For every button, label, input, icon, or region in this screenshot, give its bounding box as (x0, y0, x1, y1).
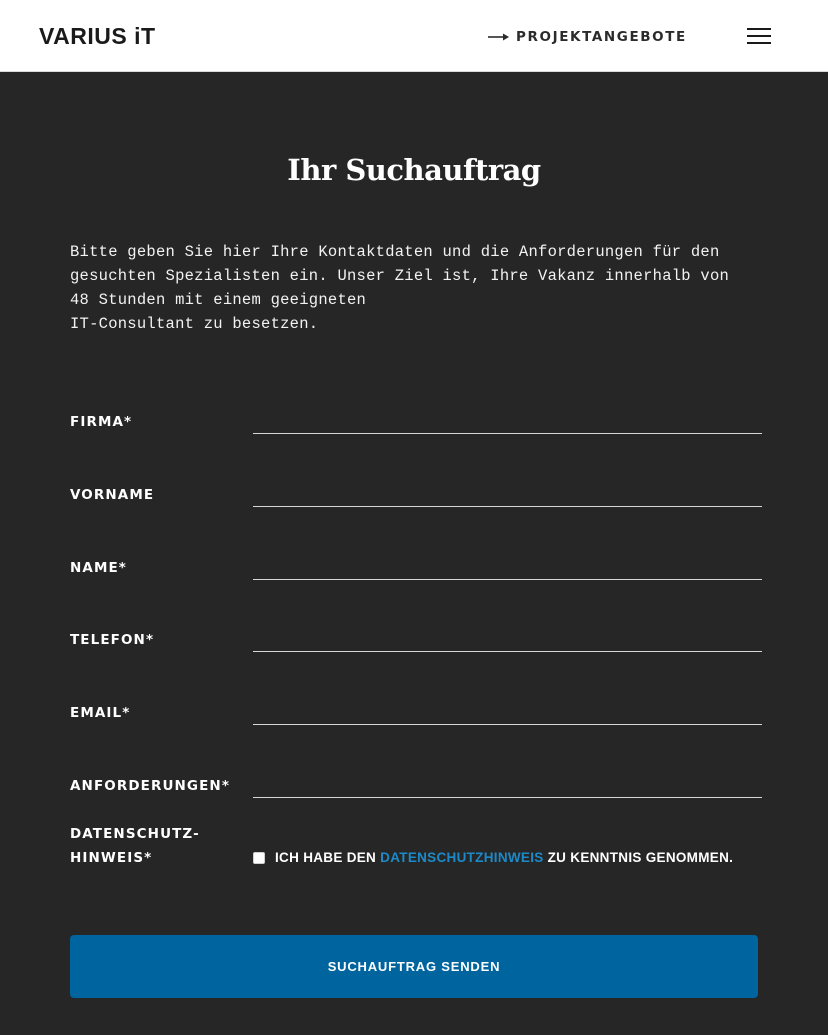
arrow-right-icon (488, 29, 510, 45)
privacy-label (70, 822, 200, 870)
firma-input[interactable] (253, 404, 762, 434)
logo[interactable]: VARIUS iT (39, 23, 156, 49)
privacy-label-line: DATENSCHUTZ- (70, 826, 200, 842)
firma-label: FIRMA* (70, 414, 133, 430)
vorname-input[interactable] (253, 477, 762, 507)
privacy-consent-row (253, 848, 733, 868)
intro-text (70, 240, 770, 336)
email-label: EMAIL* (70, 705, 131, 721)
name-input[interactable] (253, 550, 762, 580)
consent-text-before: ICH HABE DEN (275, 850, 381, 865)
intro-line: Bitte geben Sie hier Ihre Kontaktdaten und die Anforderungen für den (70, 243, 720, 261)
submit-button[interactable]: SUCHAUFTRAG SENDEN (70, 935, 758, 998)
privacy-checkbox[interactable] (253, 852, 265, 864)
email-input[interactable] (253, 695, 762, 725)
page-title: Ihr Suchauftrag (287, 153, 541, 187)
projektangebote-link[interactable] (488, 28, 687, 46)
anforderungen-input[interactable] (253, 768, 762, 798)
hamburger-menu-icon[interactable] (744, 26, 774, 46)
telefon-input[interactable] (253, 622, 762, 652)
telefon-label: TELEFON* (70, 632, 155, 648)
consent-text-after: ZU KENNTNIS GENOMMEN. (543, 850, 734, 865)
intro-line: IT-Consultant zu besetzen. (70, 315, 319, 333)
intro-line: 48 Stunden mit einem geeigneten (70, 291, 367, 309)
privacy-label-line: HINWEIS* (70, 850, 153, 866)
site-header (0, 0, 828, 72)
datenschutzhinweis-link[interactable]: DATENSCHUTZHINWEIS (380, 850, 544, 865)
privacy-consent-text (275, 848, 733, 868)
intro-line: gesuchten Spezialisten ein. Unser Ziel ist, Ihre Vakanz innerhalb von (70, 267, 730, 285)
projektangebote-label: PROJEKTANGEBOTE (516, 29, 687, 45)
anforderungen-label: ANFORDERUNGEN* (70, 778, 230, 794)
name-label: NAME* (70, 560, 127, 576)
vorname-label: VORNAME (70, 487, 155, 503)
